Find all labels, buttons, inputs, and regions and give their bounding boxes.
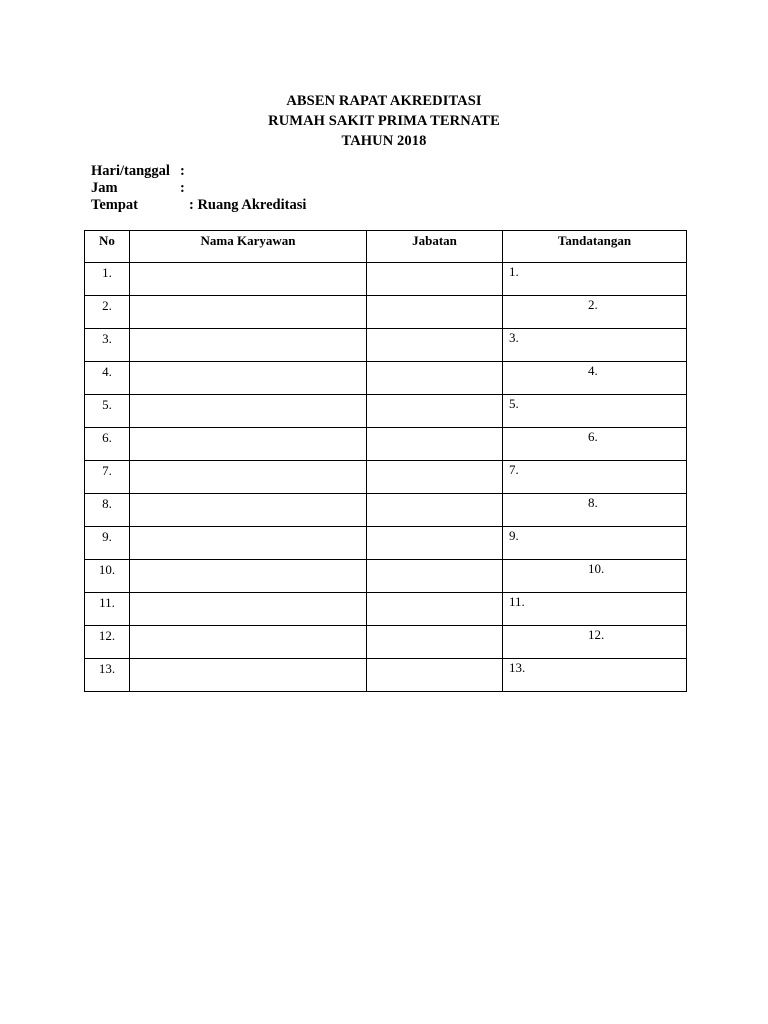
header-nama-karyawan: Nama Karyawan — [130, 231, 367, 263]
info-label-date: Hari/tanggal — [91, 163, 170, 179]
signature-area — [503, 560, 686, 592]
signature-area — [503, 659, 686, 691]
signature-cell[interactable] — [503, 461, 687, 494]
header-no: No — [85, 231, 130, 263]
table-row — [85, 593, 687, 626]
row-number: 1. — [85, 263, 130, 296]
employee-name-cell[interactable] — [130, 560, 367, 593]
signature-cell[interactable] — [503, 494, 687, 527]
table-row — [85, 560, 687, 593]
attendance-body — [85, 263, 687, 692]
table-row — [85, 329, 687, 362]
signature-area — [503, 296, 686, 328]
info-row-time — [91, 180, 306, 197]
employee-name-cell[interactable] — [130, 527, 367, 560]
signature-cell[interactable] — [503, 428, 687, 461]
signature-area — [503, 593, 686, 625]
signature-cell[interactable] — [503, 626, 687, 659]
position-cell[interactable] — [367, 626, 503, 659]
employee-name-cell[interactable] — [130, 395, 367, 428]
signature-cell[interactable] — [503, 659, 687, 692]
table-row — [85, 395, 687, 428]
signature-number: 8. — [588, 495, 598, 510]
title-line-2: RUMAH SAKIT PRIMA TERNATE — [268, 113, 500, 129]
row-number: 12. — [85, 626, 130, 659]
position-cell[interactable] — [367, 296, 503, 329]
signature-area — [503, 626, 686, 658]
position-cell[interactable] — [367, 560, 503, 593]
employee-name-cell[interactable] — [130, 329, 367, 362]
info-row-date — [91, 163, 306, 180]
position-cell[interactable] — [367, 659, 503, 692]
info-row-place — [91, 197, 306, 214]
position-cell[interactable] — [367, 428, 503, 461]
signature-cell[interactable] — [503, 527, 687, 560]
info-value-place: : Ruang Akreditasi — [189, 197, 307, 213]
info-colon-time: : — [180, 180, 185, 196]
row-number: 10. — [85, 560, 130, 593]
table-row — [85, 362, 687, 395]
row-number: 6. — [85, 428, 130, 461]
signature-cell[interactable] — [503, 263, 687, 296]
signature-cell[interactable] — [503, 329, 687, 362]
position-cell[interactable] — [367, 593, 503, 626]
signature-number: 9. — [509, 528, 519, 543]
signature-number: 11. — [509, 594, 525, 609]
header-tandatangan: Tandatangan — [503, 231, 687, 263]
row-number: 4. — [85, 362, 130, 395]
signature-number: 10. — [588, 561, 605, 576]
signature-number: 2. — [588, 297, 598, 312]
signature-cell[interactable] — [503, 362, 687, 395]
row-number: 5. — [85, 395, 130, 428]
table-row — [85, 428, 687, 461]
row-number: 9. — [85, 527, 130, 560]
table-row — [85, 461, 687, 494]
employee-name-cell[interactable] — [130, 428, 367, 461]
employee-name-cell[interactable] — [130, 362, 367, 395]
table-row — [85, 296, 687, 329]
signature-area — [503, 428, 686, 460]
employee-name-cell[interactable] — [130, 461, 367, 494]
table-row — [85, 263, 687, 296]
row-number: 3. — [85, 329, 130, 362]
signature-number: 4. — [588, 363, 598, 378]
table-row — [85, 527, 687, 560]
employee-name-cell[interactable] — [130, 296, 367, 329]
signature-number: 13. — [509, 660, 526, 675]
title-line-3: TAHUN 2018 — [341, 133, 427, 149]
position-cell[interactable] — [367, 329, 503, 362]
header-jabatan: Jabatan — [367, 231, 503, 263]
row-number: 7. — [85, 461, 130, 494]
row-number: 8. — [85, 494, 130, 527]
signature-area — [503, 461, 686, 493]
title-line-1: ABSEN RAPAT AKREDITASI — [286, 93, 482, 109]
row-number: 2. — [85, 296, 130, 329]
signature-number: 5. — [509, 396, 519, 411]
attendance-table — [84, 230, 687, 692]
position-cell[interactable] — [367, 461, 503, 494]
meeting-info — [91, 163, 306, 214]
position-cell[interactable] — [367, 494, 503, 527]
signature-area — [503, 263, 686, 295]
signature-area — [503, 395, 686, 427]
signature-cell[interactable] — [503, 560, 687, 593]
signature-area — [503, 362, 686, 394]
signature-number: 1. — [509, 264, 519, 279]
signature-area — [503, 329, 686, 361]
signature-number: 12. — [588, 627, 605, 642]
signature-number: 3. — [509, 330, 519, 345]
signature-area — [503, 527, 686, 559]
row-number: 13. — [85, 659, 130, 692]
document-title — [0, 91, 768, 151]
position-cell[interactable] — [367, 263, 503, 296]
row-number: 11. — [85, 593, 130, 626]
signature-area — [503, 494, 686, 526]
info-colon-date: : — [180, 163, 185, 179]
signature-number: 7. — [509, 462, 519, 477]
table-row — [85, 626, 687, 659]
info-label-time: Jam — [91, 180, 118, 196]
position-cell[interactable] — [367, 395, 503, 428]
employee-name-cell[interactable] — [130, 659, 367, 692]
employee-name-cell[interactable] — [130, 263, 367, 296]
position-cell[interactable] — [367, 527, 503, 560]
signature-number: 6. — [588, 429, 598, 444]
info-label-place: Tempat — [91, 197, 138, 213]
table-header-row — [85, 231, 687, 263]
info-colon-place — [180, 197, 189, 214]
signature-cell[interactable] — [503, 593, 687, 626]
signature-cell[interactable] — [503, 296, 687, 329]
employee-name-cell[interactable] — [130, 593, 367, 626]
employee-name-cell[interactable] — [130, 494, 367, 527]
table-row — [85, 659, 687, 692]
position-cell[interactable] — [367, 362, 503, 395]
employee-name-cell[interactable] — [130, 626, 367, 659]
table-row — [85, 494, 687, 527]
signature-cell[interactable] — [503, 395, 687, 428]
